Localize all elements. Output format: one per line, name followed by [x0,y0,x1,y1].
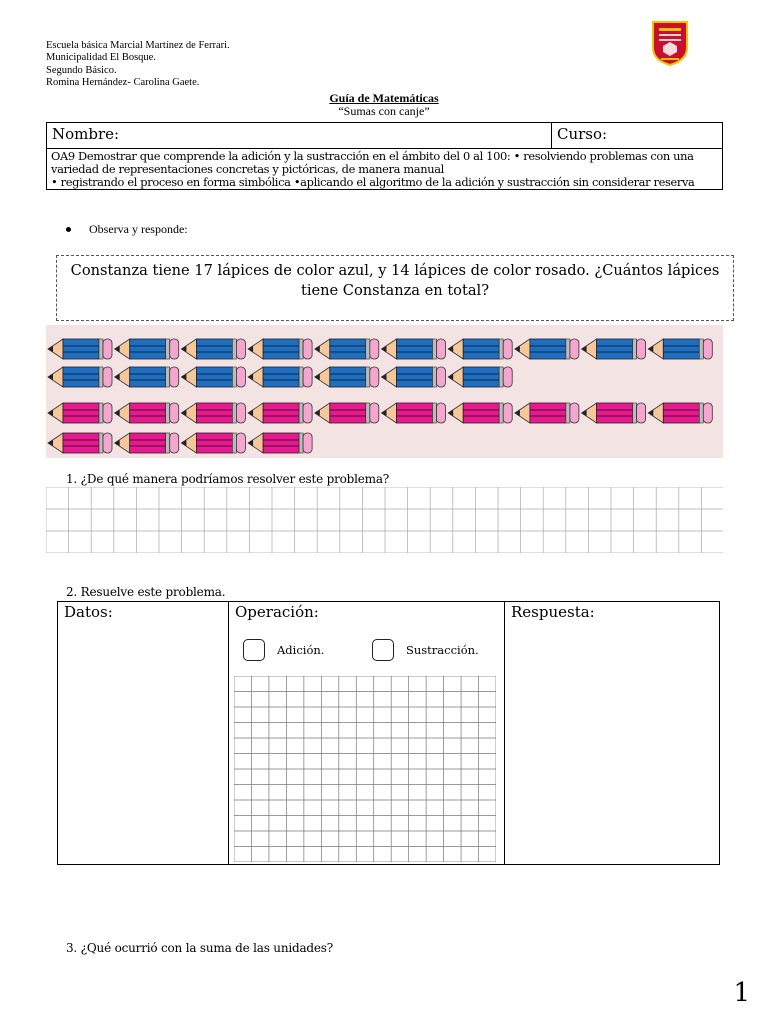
course-field[interactable]: Curso: [557,125,608,143]
question-3: 3. ¿Qué ocurrió con la suma de las unidades? [66,941,334,955]
municipality: Municipalidad El Bosque. [46,52,156,64]
blue-pencil [248,367,312,387]
blue-pencil [181,339,245,359]
pink-pencil [115,403,179,423]
subtraction-label: Sustracción. [406,643,479,657]
datos-column[interactable] [58,602,229,864]
student-info-row [47,123,722,149]
pink-pencil [48,433,112,453]
operation-grid[interactable] [234,676,496,862]
name-field[interactable]: Nombre: [47,123,552,148]
pink-pencil [382,403,446,423]
page-title: Guía de Matemáticas [329,91,439,105]
bullet-icon [66,227,71,232]
school-info [46,40,230,90]
answer-grid-1[interactable] [46,487,723,553]
objective-line: • registrando el proceso en forma simbólica •aplicando el algoritmo de la adición y sustracción sin considerar reserva [51,174,695,189]
blue-pencil [648,339,712,359]
addition-option[interactable] [243,639,324,661]
blue-pencil [115,339,179,359]
blue-pencil [315,339,379,359]
blue-pencil [582,339,646,359]
pink-pencil [248,433,312,453]
blue-pencil [115,367,179,387]
operacion-column[interactable] [229,602,505,864]
datos-label: Datos: [64,603,113,621]
blue-pencil [515,339,579,359]
problem-box [56,255,734,321]
pencil-illustration [46,325,723,458]
pink-pencil [115,433,179,453]
crest-logo [651,20,689,66]
blue-pencil [382,339,446,359]
blue-pencil [448,367,512,387]
instruction-text: Observa y responde: [89,222,188,236]
blue-pencil [315,367,379,387]
operacion-label: Operación: [235,603,319,621]
pink-pencil [315,403,379,423]
pink-pencil [515,403,579,423]
page-number: 1 [733,978,750,1008]
pink-pencil [181,403,245,423]
grade: Segundo Básico. [46,64,117,76]
blue-pencil [448,339,512,359]
student-info-table [46,122,723,190]
objective-line: OA9 Demostrar que comprende la adición y la sustracción en el ámbito del 0 al 100: • resolviendo problemas con una [51,149,694,163]
blue-pencil [248,339,312,359]
subtraction-checkbox[interactable] [372,639,394,661]
subtraction-option[interactable] [372,639,479,661]
blue-pencil [382,367,446,387]
problem-statement: Constanza tiene 17 lápices de color azul, y 14 lápices de color rosado. ¿Cuántos lápices tiene Constanza en total? [70,262,720,299]
respuesta-column[interactable] [505,602,719,864]
title-block [0,92,768,118]
pink-pencil [648,403,712,423]
school-name: Escuela básica Marcial Martínez de Ferrari. [46,40,230,51]
blue-pencil [48,367,112,387]
learning-objective [47,149,722,189]
question-2: 2. Resuelve este problema. [66,585,226,599]
blue-pencil [181,367,245,387]
objective-line: variedad de representaciones concretas y pictóricas, de manera manual [51,161,444,176]
pink-pencil [448,403,512,423]
respuesta-label: Respuesta: [511,603,595,621]
pink-pencil [48,403,112,423]
pink-pencil [181,433,245,453]
question-1: 1. ¿De qué manera podríamos resolver este problema? [66,472,390,486]
solve-table [57,601,720,865]
blue-pencil [48,339,112,359]
pink-pencil [248,403,312,423]
pink-pencil [582,403,646,423]
teachers: Romina Hernández- Carolina Gaete. [46,77,200,89]
page-subtitle: “Sumas con canje” [338,104,430,118]
instruction [66,222,188,237]
addition-label: Adición. [277,643,325,657]
addition-checkbox[interactable] [243,639,265,661]
